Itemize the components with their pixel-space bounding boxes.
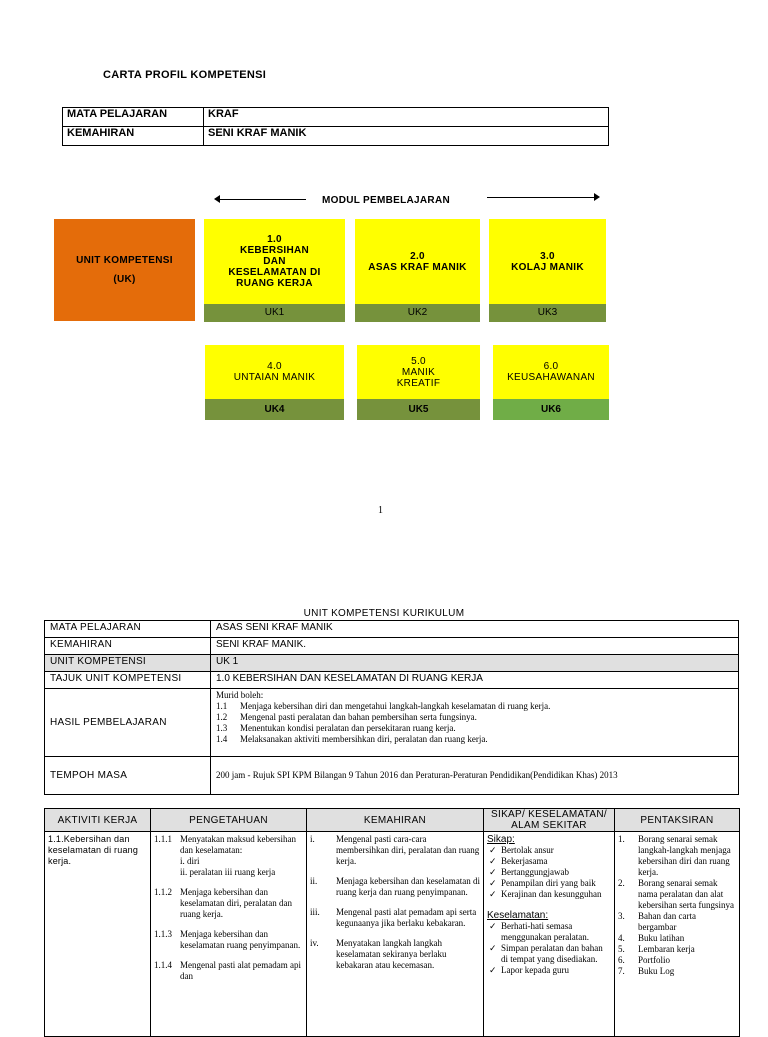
module-title-line: ASAS KRAF MANIK (368, 261, 467, 273)
kurikulum-value: ASAS SENI KRAF MANIK (211, 621, 739, 638)
profile-row (63, 127, 609, 146)
column-header: PENTAKSIRAN (615, 809, 740, 832)
profile-label: MATA PELAJARAN (63, 108, 204, 127)
module-number: 6.0 (543, 361, 559, 372)
module-card-title (355, 219, 480, 304)
list-item: 1. Borang senarai semak langkah-langkah menjaga kebersihan diri dan ruang kerja. (618, 834, 731, 877)
module-card-uk1 (204, 219, 345, 322)
check-icon: ✓ (489, 856, 497, 866)
tempoh-value: 200 jam - Rujuk SPI KPM Bilangan 9 Tahun 2016 dan Peraturan-Peraturan Pendidikan(Pendidikan Khas) 2013 (211, 757, 739, 795)
module-card-uk3 (489, 219, 606, 322)
kurikulum-row (45, 757, 739, 795)
kurikulum-value: UK 1 (211, 655, 739, 672)
keselamatan-heading: Keselamatan: (487, 910, 549, 921)
module-title-line: KEBERSIHAN (239, 245, 310, 256)
unit-kompetensi-abbr: (UK) (113, 274, 136, 285)
kurikulum-value: 1.0 KEBERSIHAN DAN KESELAMATAN DI RUANG KERJA (211, 672, 739, 689)
check-icon: ✓ (489, 943, 497, 953)
aktiviti-cell (45, 832, 151, 1037)
profile-table (62, 107, 609, 146)
module-title-line: KEUSAHAWANAN (507, 372, 595, 383)
kurikulum-label: UNIT KOMPETENSI (45, 655, 211, 672)
page-number: 1 (378, 505, 383, 516)
sub-item: i. diri (180, 856, 200, 866)
list-item: ✓ Lapor kepada guru (489, 965, 569, 975)
hasil-pembelajaran (211, 689, 739, 757)
kurikulum-row (45, 655, 739, 672)
list-item: ✓ Bertanggungjawab (489, 867, 569, 877)
list-item (154, 834, 303, 878)
column-header: SIKAP/ KESELAMATAN/ ALAM SEKITAR (484, 809, 615, 832)
module-number: 5.0 (411, 355, 426, 367)
list-item: 1.3 Menentukan kondisi peralatan dan persekitaran ruang kerja. (216, 723, 456, 733)
list-item: iii. Mengenal pasti alat pemadam api serta kegunaanya jika berlaku kebakaran. (310, 907, 477, 928)
profile-value: SENI KRAF MANIK (204, 127, 609, 146)
kurikulum-row (45, 621, 739, 638)
check-icon: ✓ (489, 878, 497, 888)
module-code: UK4 (205, 399, 344, 420)
list-item: i. Mengenal pasti cara-cara membersihkan diri, peralatan dan ruang kerja. (310, 834, 480, 866)
list-item: 1.1 Menjaga kebersihan diri dan mengetahui langkah-langkah keselamatan di ruang kerja. (216, 701, 551, 711)
column-header: AKTIVITI KERJA (45, 809, 151, 832)
module-card-uk6 (493, 345, 609, 420)
right-arrow-icon (594, 193, 600, 201)
kurikulum-label: MATA PELAJARAN (45, 621, 211, 638)
item-number: 1.1.1 (154, 834, 172, 844)
module-number: 3.0 (540, 250, 555, 262)
kurikulum-table (44, 620, 739, 795)
list-item: 7. Buku Log (618, 966, 675, 976)
right-arrow-line (487, 197, 595, 198)
module-title-line: DAN (263, 256, 286, 267)
left-arrow-icon (214, 195, 220, 203)
kurikulum-title: UNIT KOMPETENSI KURIKULUM (303, 608, 465, 619)
kurikulum-label: KEMAHIRAN (45, 638, 211, 655)
list-item: ✓ Penampilan diri yang baik (489, 878, 596, 888)
module-card-title (357, 345, 480, 399)
unit-kompetensi-label: UNIT KOMPETENSI (76, 255, 173, 266)
left-arrow-line (218, 199, 306, 200)
module-number: 4.0 (267, 361, 282, 372)
check-icon: ✓ (489, 889, 497, 899)
kurikulum-row (45, 638, 739, 655)
sikap-cell (484, 832, 615, 1037)
kurikulum-row (45, 672, 739, 689)
activity-row (45, 832, 740, 1037)
list-item: 1.1.3 Menjaga kebersihan dan keselamatan ruang penyimpanan. (154, 929, 301, 950)
list-item: 1.4 Melaksanakan aktiviti membersihkan diri, peralatan dan ruang kerja. (216, 734, 488, 744)
item-text: Menyatakan maksud kebersihan dan keselamatan: (180, 834, 296, 855)
profile-value: KRAF (204, 108, 609, 127)
check-icon: ✓ (489, 845, 497, 855)
module-code: UK2 (355, 304, 480, 322)
list-item: ✓ Bekerjasama (489, 856, 548, 866)
column-header: PENGETAHUAN (151, 809, 307, 832)
kurikulum-row (45, 689, 739, 757)
profile-row (63, 108, 609, 127)
check-icon: ✓ (489, 965, 497, 975)
module-title-line: KREATIF (396, 377, 441, 389)
list-item: 4. Buku latihan (618, 933, 685, 943)
list-item: iv. Menyatakan langkah langkah keselamatan sekiranya berlaku kebakaran atau kecemasan. (310, 938, 447, 970)
list-item: 3. Bahan dan carta bergambar (618, 911, 696, 932)
sikap-heading: Sikap: (487, 834, 515, 845)
module-title-line: UNTAIAN MANIK (233, 372, 316, 383)
list-item: 5. Lembaran kerja (618, 944, 695, 954)
module-code: UK5 (357, 399, 480, 420)
kurikulum-label: HASIL PEMBELAJARAN (45, 689, 211, 757)
profile-label: KEMAHIRAN (63, 127, 204, 146)
module-code: UK1 (204, 304, 345, 322)
hasil-intro: Murid boleh: (216, 690, 264, 700)
list-item: 6. Portfolio (618, 955, 671, 965)
module-card-title (493, 345, 609, 399)
list-item: ✓ Berhati-hati semasa menggunakan peralatan. (489, 921, 589, 942)
module-code: UK6 (493, 399, 609, 420)
module-code: UK3 (489, 304, 606, 322)
aktiviti-text: 1.1.Kebersihan dan keselamatan di ruang kerja. (48, 834, 139, 866)
module-card-uk2 (355, 219, 480, 322)
module-card-title (489, 219, 606, 304)
module-title-line: KOLAJ MANIK (511, 261, 584, 273)
kurikulum-label: TAJUK UNIT KOMPETENSI (45, 672, 211, 689)
module-title-line: KESELAMATAN DI (228, 267, 321, 278)
unit-kompetensi-box (54, 219, 195, 321)
activity-table (44, 808, 740, 1037)
kurikulum-value: SENI KRAF MANIK. (211, 638, 739, 655)
list-item: 2. Borang senarai semak nama peralatan dan alat kebersihan serta fungsinya (618, 878, 734, 910)
pentaksiran-cell (615, 832, 740, 1037)
list-item: ii. Menjaga kebersihan dan keselamatan di ruang kerja dan ruang penyimpanan. (310, 876, 480, 897)
pengetahuan-cell (151, 832, 307, 1037)
module-title-line: RUANG KERJA (236, 278, 313, 289)
kemahiran-cell (307, 832, 484, 1037)
list-item: 1.1.2 Menjaga kebersihan dan keselamatan diri, peralatan dan ruang kerja. (154, 887, 292, 919)
kurikulum-label: TEMPOH MASA (45, 757, 211, 795)
check-icon: ✓ (489, 867, 497, 877)
module-number: 1.0 (267, 234, 282, 245)
list-item: ✓ Simpan peralatan dan bahan di tempat yang disediakan. (489, 943, 603, 964)
module-number: 2.0 (410, 250, 425, 262)
list-item: ✓ Bertolak ansur (489, 845, 554, 855)
list-item: 1.1.4 Mengenal pasti alat pemadam api dan (154, 960, 301, 981)
sub-item: ii. peralatan iii ruang kerja (180, 867, 276, 877)
list-item: 1.2 Mengenal pasti peralatan dan bahan pembersihan serta fungsinya. (216, 712, 477, 722)
list-item: ✓ Kerajinan dan kesungguhan (489, 889, 602, 899)
activity-header-row (45, 809, 740, 832)
module-card-uk5 (357, 345, 480, 420)
check-icon: ✓ (489, 921, 497, 931)
module-title-line: MANIK (401, 366, 436, 378)
module-card-title (204, 219, 345, 304)
modul-title: MODUL PEMBELAJARAN (322, 195, 450, 206)
document-title: CARTA PROFIL KOMPETENSI (103, 69, 267, 81)
module-card-title (205, 345, 344, 399)
module-card-uk4 (205, 345, 344, 420)
column-header: KEMAHIRAN (307, 809, 484, 832)
